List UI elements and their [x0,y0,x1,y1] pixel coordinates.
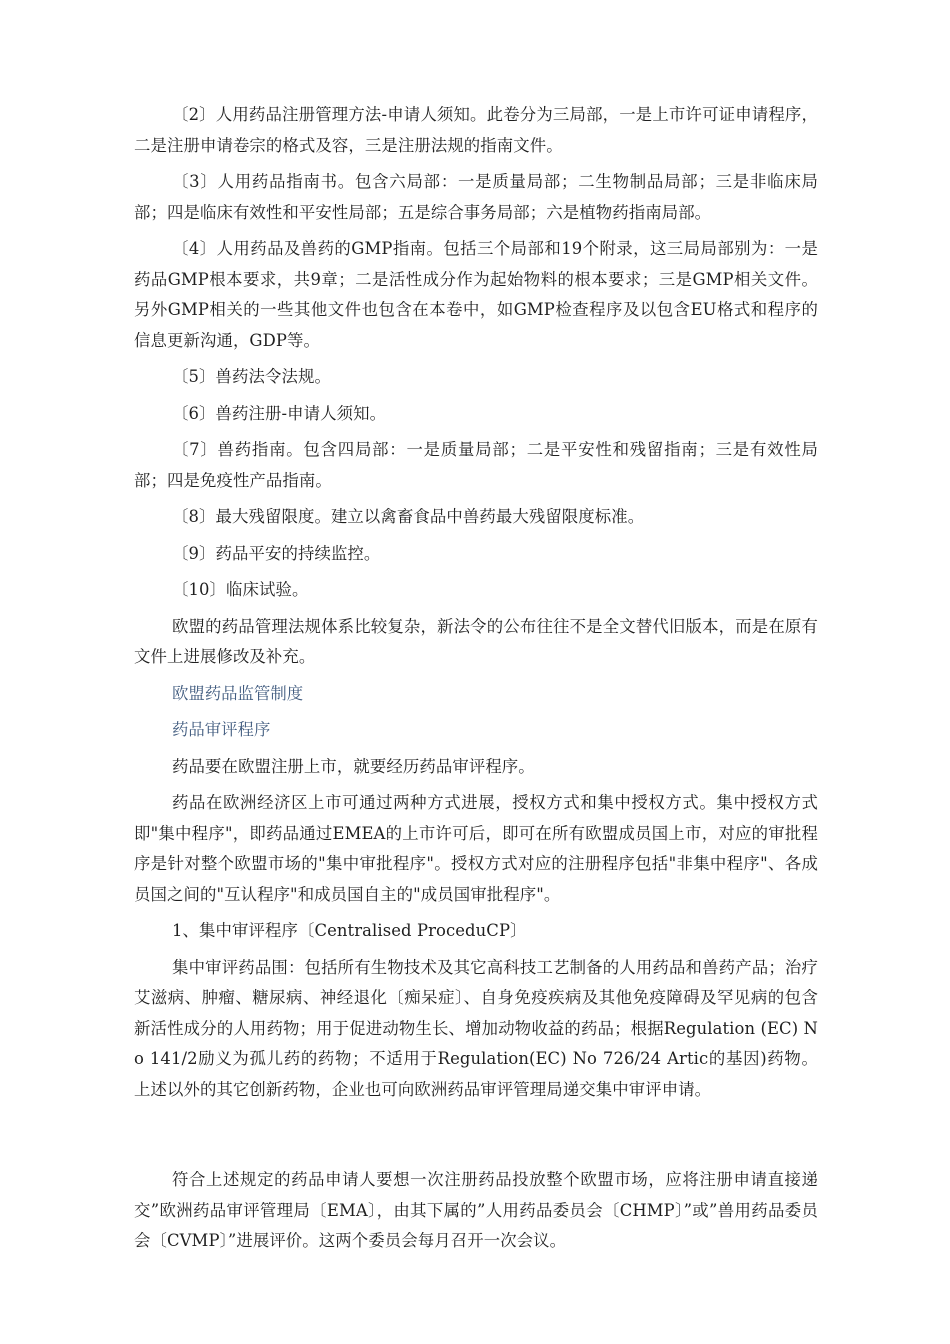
section-heading-review-procedure: 药品审评程序 [172,720,271,739]
paragraph-item-10: 〔10〕临床试验。 [172,580,309,599]
paragraph-item-8: 〔8〕最大残留限度。建立以禽畜食品中兽药最大残留限度标准。 [172,507,645,526]
paragraph-review-intro: 药品要在欧盟注册上市，就要经历药品审评程序。 [172,756,535,776]
paragraph-item-9: 〔9〕药品平安的持续监控。 [172,543,381,563]
paragraph-item-4: 〔4〕人用药品及兽药的GMP指南。包括三个局部和19个附录，这三局局部别为：一是药品GMP根本要求，共9章；二是活性成分作为起始物料的根本要求；三是GMP相关文件。另外GMP相关的一些其他文件也包含在本卷中，如GMP检查程序及以包含EU格式和程序的信息更新沟通，GDP等。 [134,239,818,350]
paragraph-gap [134,1111,818,1165]
paragraph-summary: 欧盟的药品管理法规体系比较复杂，新法令的公布往往不是全文替代旧版本，而是在原有文件上进展修改及补充。 [134,616,818,666]
paragraph-centralised-title: 1、集中审评程序〔Centralised ProceduCP〕 [172,921,527,940]
paragraph-item-5: 〔5〕兽药法令法规。 [172,367,331,386]
section-heading-supervision: 欧盟药品监管制度 [172,683,304,703]
paragraph-item-3: 〔3〕人用药品指南书。包含六局部：一是质量局部；二生物制品局部；三是非临床局部；四是临床有效性和平安性局部；五是综合事务局部；六是植物药指南局部。 [134,172,818,222]
document-body [134,100,818,1263]
paragraph-authorization-methods: 药品在欧洲经济区上市可通过两种方式进展，授权方式和集中授权方式。集中授权方式即"集中程序"，即药品通过EMEA的上市许可后，即可在所有欧盟成员国上市，对应的审批程序是针对整个欧盟市场的"集中审批程序"。授权方式对应的注册程序包括"非集中程序"、各成员国之间的"互认程序"和成员国自主的"成员国审批程序"。 [134,793,818,904]
paragraph-item-7: 〔7〕兽药指南。包含四局部：一是质量局部；二是平安性和残留指南；三是有效性局部；四是免疫性产品指南。 [134,440,818,490]
paragraph-centralised-scope: 集中审评药品围：包括所有生物技术及其它高科技工艺制备的人用药品和兽药产品；治疗艾滋病、肿瘤、糖尿病、神经退化〔痴呆症〕、自身免疫疾病及其他免疫障碍及罕见病的包含新活性成分的人用药物；用于促进动物生长、增加动物收益的药品；根据Regulation (EC) No 141/2励义为孤儿药的药物；不适用于Regulation(EC) No 726/24 Artic的基因)药物。上述以外的其它创新药物，企业也可向欧洲药品审评管理局递交集中审评申请。 [134,957,818,1099]
paragraph-submission: 符合上述规定的药品申请人要想一次注册药品投放整个欧盟市场，应将注册申请直接递交”欧洲药品审评管理局〔EMA〕，由其下属的”人用药品委员会〔CHMP〕”或”兽用药品委员会〔CVMP〕”进展评价。这两个委员会每月召开一次会议。 [134,1170,818,1250]
paragraph-item-6: 〔6〕兽药注册-申请人须知。 [172,403,387,423]
paragraph-item-2: 〔2〕人用药品注册管理方法-申请人须知。此卷分为三局部，一是上市许可证申请程序，二是注册申请卷宗的格式及容，三是注册法规的指南文件。 [134,105,818,155]
